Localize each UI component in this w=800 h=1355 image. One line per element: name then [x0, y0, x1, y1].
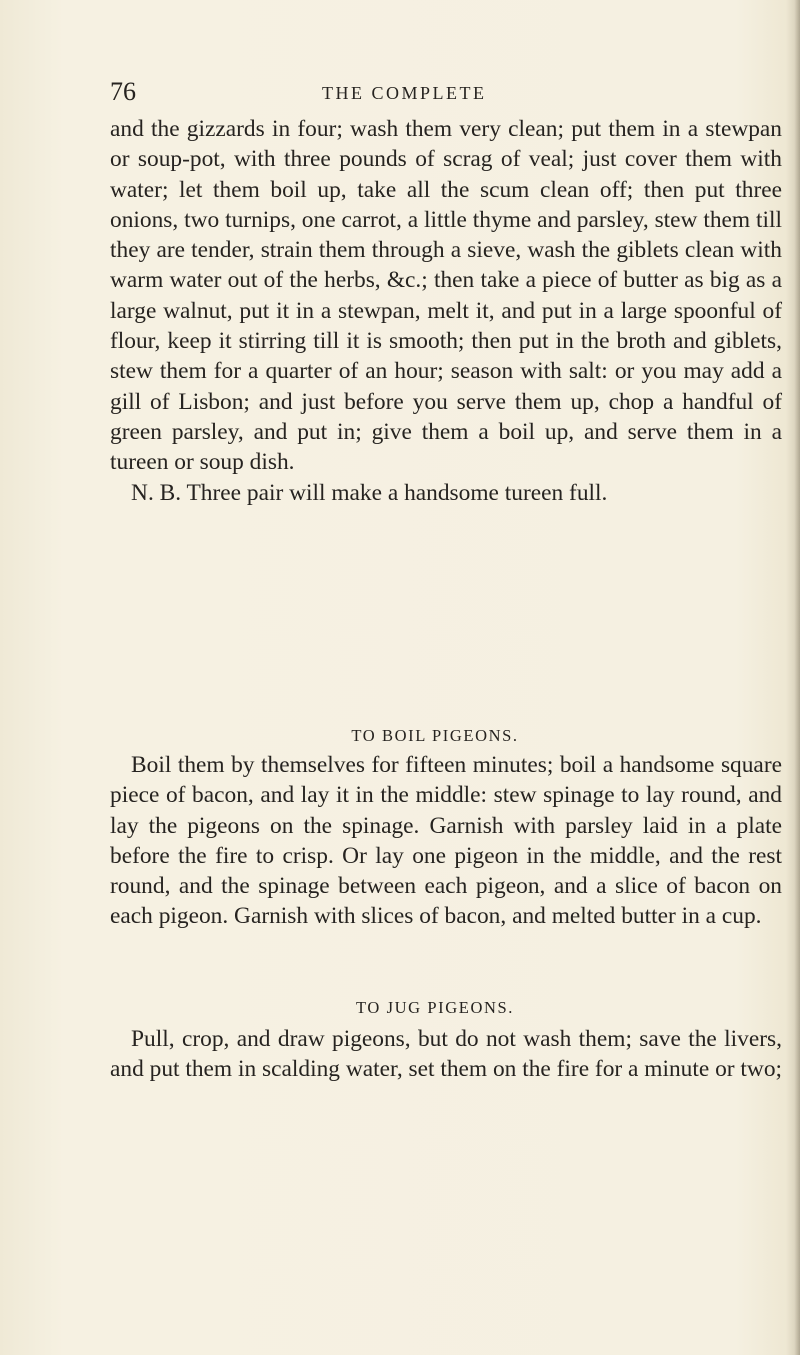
nota-bene-paragraph: N. B. Three pair will make a handsome tureen full.	[131, 479, 608, 506]
boil-pigeons-text	[110, 750, 782, 932]
running-head	[110, 72, 760, 112]
body-paragraph: Pull, crop, and draw pigeons, but do not wash them; save the livers, and put them in scalding water, set them on the fire for a minute or two;	[110, 1026, 783, 1083]
page-number: 76	[110, 77, 136, 106]
jug-pigeons-text	[110, 1024, 782, 1085]
page-edge-shadow	[786, 0, 800, 1355]
recipe-heading-jug-pigeons: TO JUG PIGEONS.	[356, 998, 514, 1017]
giblet-soup-continued-text	[110, 114, 782, 508]
page-header-title: THE COMPLETE	[322, 83, 487, 103]
body-paragraph: and the gizzards in four; wash them very clean; put them in a stewpan or soup-pot, with three pounds of scrag of veal; just cover them with water; let them boil up, take all the scum clean off; then put three onions, two turnips, one carrot, a little thyme and parsley, stew them till they are tender, strain them through a sieve, wash the giblets clean with warm water out of the herbs, &c.; then take a piece of butter as big as a large walnut, put it in a stewpan, melt it, and put in a large spoonful of flour, keep it stirring till it is smooth; then put in the broth and giblets, stew them for a quarter of an hour; season with salt: or you may add a gill of Lisbon; and just before you serve them up, chop a handful of green parsley, and put in; give them a boil up, and serve them in a tureen or soup dish.	[110, 116, 782, 476]
recipe-heading-boil-pigeons: TO BOIL PIGEONS.	[351, 726, 519, 745]
body-paragraph: Boil them by themselves for fifteen minutes; boil a handsome square piece of bacon, and lay it in the middle: stew spinage to lay round, and lay the pigeons on the spinage. Garnish with parsley laid in a plate before the fire to crisp. Or lay one pigeon in the middle, and the rest round, and the spinage between each pigeon, and a slice of bacon on each pigeon. Garnish with slices of bacon, and melted butter in a cup.	[110, 752, 782, 930]
